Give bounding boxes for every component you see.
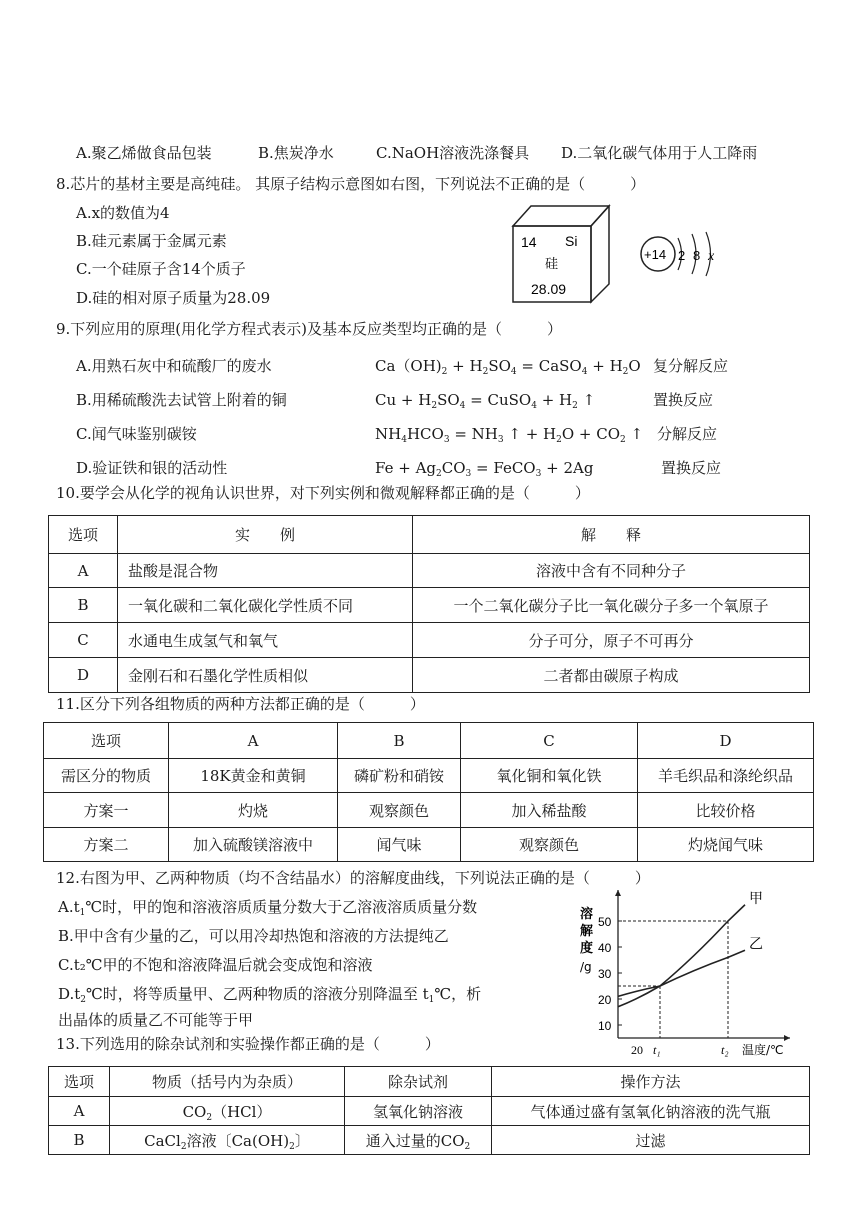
q11-stem: 11.区分下列各组物质的两种方法都正确的是（ ） — [56, 695, 425, 713]
q11-row1-label: 需区分的物质 — [44, 759, 169, 793]
x-tick-label: t₁ — [653, 1043, 661, 1057]
element-number: 14 — [521, 234, 537, 250]
x-tick-label: 20 — [631, 1043, 643, 1057]
q8-stem: 8.芯片的基材主要是高纯硅。 其原子结构示意图如右图，下列说法不正确的是（ ） — [56, 175, 646, 193]
q9-option-d: D.验证铁和银的活动性 — [76, 459, 228, 477]
q10-row-c-option: C — [49, 623, 118, 658]
element-cube-figure — [505, 200, 615, 306]
series-jia-label: 甲 — [749, 890, 763, 907]
q11-row1-c: 氧化铜和氧化铁 — [461, 759, 638, 793]
q10-stem: 10.要学会从化学的视角认识世界，对下列实例和微观解释都正确的是（ ） — [56, 484, 590, 502]
series-yi-curve — [618, 950, 745, 996]
q10-row-c-explain: 分子可分，原子不可再分 — [413, 623, 810, 658]
q12-option-b: B.甲中含有少量的乙，可以用冷却热饱和溶液的方法提纯乙 — [58, 927, 449, 945]
q11-table — [43, 722, 814, 862]
x-axis-label: 温度/℃ — [742, 1043, 784, 1057]
q9-type-d: 置换反应 — [661, 459, 722, 477]
q7-option-c: C.NaOH溶液洗涤餐具 — [376, 144, 530, 162]
y-tick-label: 10 — [598, 1019, 612, 1033]
q11-row3-label: 方案二 — [44, 828, 169, 862]
q11-header-a: A — [169, 723, 338, 759]
element-mass: 28.09 — [531, 281, 567, 297]
q13-row-a-method: 气体通过盛有氢氧化钠溶液的洗气瓶 — [492, 1097, 810, 1126]
q12-option-a: $A.t_1℃$时，甲的饱和溶液溶质质量分数大于乙溶液溶质质量分数 — [58, 898, 478, 918]
q9-option-c: C.闻气味鉴别碳铵 — [76, 425, 197, 443]
q9-equation-d: $Fe + Ag_2CO_3$ = FeCO$_3$ + 2Ag — [375, 459, 594, 479]
q10-row-c-example: 水通电生成氢气和氧气 — [118, 623, 413, 658]
y-tick-label: 20 — [598, 993, 612, 1007]
q9-equation-b: $Cu + H_2SO_4$ = CuSO$_4$ + $H_2$ ↑ — [375, 391, 596, 411]
q13-row-a-option: A — [49, 1097, 110, 1126]
q11-row1-b: 磷矿粉和硝铵 — [338, 759, 461, 793]
q11-row2-c: 加入稀盐酸 — [461, 793, 638, 828]
q9-type-c: 分解反应 — [657, 425, 718, 443]
q13-row-b-reagent: 通入过量的$CO_2$ — [345, 1126, 492, 1155]
q11-header-c: C — [461, 723, 638, 759]
atom-nucleus: +14 — [644, 247, 667, 262]
q11-row2-label: 方案一 — [44, 793, 169, 828]
q13-header-method: 操作方法 — [492, 1067, 810, 1097]
q11-row3-a: 加入硫酸镁溶液中 — [169, 828, 338, 862]
q11-header-option: 选项 — [44, 723, 169, 759]
q8-option-c: C.一个硅原子含14个质子 — [76, 260, 246, 278]
q12-option-d: $D.t_2℃$时，将等质量甲、乙两种物质的溶液分别降温至 $t_1℃$，析 — [58, 985, 482, 1005]
q12-option-c: C.t₂℃甲的不饱和溶液降温后就会变成饱和溶液 — [58, 956, 373, 974]
solubility-chart — [570, 880, 810, 1060]
q13-header-substance: 物质（括号内为杂质） — [110, 1067, 345, 1097]
q9-type-a: 复分解反应 — [653, 357, 729, 375]
q11-header-b: B — [338, 723, 461, 759]
q11-row3-b: 闻气味 — [338, 828, 461, 862]
q10-row-a-example: 盐酸是混合物 — [118, 554, 413, 588]
q7-option-d: D.二氧化碳气体用于人工降雨 — [561, 144, 758, 162]
q12-stem: 12.右图为甲、乙两种物质（均不含结晶水）的溶解度曲线，下列说法正确的是（ ） — [56, 869, 650, 887]
atom-shell-1: 2 — [678, 248, 686, 263]
q11-row3-d: 灼烧闻气味 — [638, 828, 814, 862]
q8-option-b: B.硅元素属于金属元素 — [76, 232, 227, 250]
q9-type-b: 置换反应 — [653, 391, 714, 409]
q13-header-reagent: 除杂试剂 — [345, 1067, 492, 1097]
series-yi-label: 乙 — [749, 936, 763, 953]
y-axis-label-4: /g — [580, 960, 592, 974]
q11-row1-d: 羊毛织品和涤纶织品 — [638, 759, 814, 793]
q10-row-b-example: 一氧化碳和二氧化碳化学性质不同 — [118, 588, 413, 623]
y-axis-label-2: 解 — [580, 924, 594, 939]
q11-row2-d: 比较价格 — [638, 793, 814, 828]
q9-equation-c: $NH_4HCO_3 = NH_3$ ↑ + $H_2O + CO_2$ ↑ — [375, 425, 644, 445]
q13-row-a-reagent: 氢氧化钠溶液 — [345, 1097, 492, 1126]
q11-row3-c: 观察颜色 — [461, 828, 638, 862]
element-symbol: Si — [565, 233, 578, 249]
y-axis-label-1: 溶 — [580, 907, 594, 922]
q13-row-b-substance: CaCl$_2$溶液〔$Ca(OH)_2$〕 — [110, 1126, 345, 1155]
q9-option-a: A.用熟石灰中和硫酸厂的废水 — [76, 357, 272, 375]
x-tick-label: t₂ — [721, 1043, 729, 1057]
q9-stem: 9.下列应用的原理(用化学方程式表示)及基本反应类型均正确的是（ ） — [56, 320, 563, 338]
y-axis-label-3: 度 — [580, 941, 594, 956]
q10-header-option: 选项 — [49, 516, 118, 554]
q13-row-b-method: 过滤 — [492, 1126, 810, 1155]
q13-row-a-substance: $CO_2(HCl)$ — [110, 1097, 345, 1126]
element-name: 硅 — [545, 257, 559, 272]
q10-row-a-option: A — [49, 554, 118, 588]
q10-header-explain: 解 释 — [413, 516, 810, 554]
atom-shell-3: x — [708, 249, 715, 264]
q12-option-d-cont: 出晶体的质量乙不可能等于甲 — [58, 1011, 254, 1029]
x-axis-arrow — [784, 1035, 790, 1041]
q7-option-a: A.聚乙烯做食品包装 — [76, 144, 212, 162]
y-tick-label: 40 — [598, 941, 612, 955]
q13-row-b-option: B — [49, 1126, 110, 1155]
q13-stem: 13.下列选用的除杂试剂和实验操作都正确的是（ ） — [56, 1035, 440, 1053]
q13-table — [48, 1066, 810, 1155]
q8-option-a: A.x的数值为4 — [76, 204, 170, 222]
y-axis-arrow — [615, 890, 621, 896]
y-tick-label: 30 — [598, 967, 612, 981]
q11-header-d: D — [638, 723, 814, 759]
q9-equation-a: $Ca(OH)_2 + H_2SO_4$ = CaSO$_4$ + $H_2O$ — [375, 357, 641, 377]
q9-option-b: B.用稀硫酸洗去试管上附着的铜 — [76, 391, 287, 409]
q8-option-d: D.硅的相对原子质量为28.09 — [76, 289, 271, 307]
q10-row-b-option: B — [49, 588, 118, 623]
q7-option-b: B.焦炭净水 — [258, 144, 334, 162]
q11-row2-a: 灼烧 — [169, 793, 338, 828]
q10-row-d-example: 金刚石和石墨化学性质相似 — [118, 658, 413, 693]
q11-row1-a: 18K黄金和黄铜 — [169, 759, 338, 793]
q10-row-d-explain: 二者都由碳原子构成 — [413, 658, 810, 693]
q10-row-a-explain: 溶液中含有不同种分子 — [413, 554, 810, 588]
y-tick-label: 50 — [598, 915, 612, 929]
atom-structure-diagram — [638, 228, 748, 280]
atom-shell-2: 8 — [693, 248, 701, 263]
q13-header-option: 选项 — [49, 1067, 110, 1097]
q10-header-example: 实 例 — [118, 516, 413, 554]
q10-row-b-explain: 一个二氧化碳分子比一氧化碳分子多一个氧原子 — [413, 588, 810, 623]
q10-row-d-option: D — [49, 658, 118, 693]
q10-table — [48, 515, 810, 693]
q11-row2-b: 观察颜色 — [338, 793, 461, 828]
